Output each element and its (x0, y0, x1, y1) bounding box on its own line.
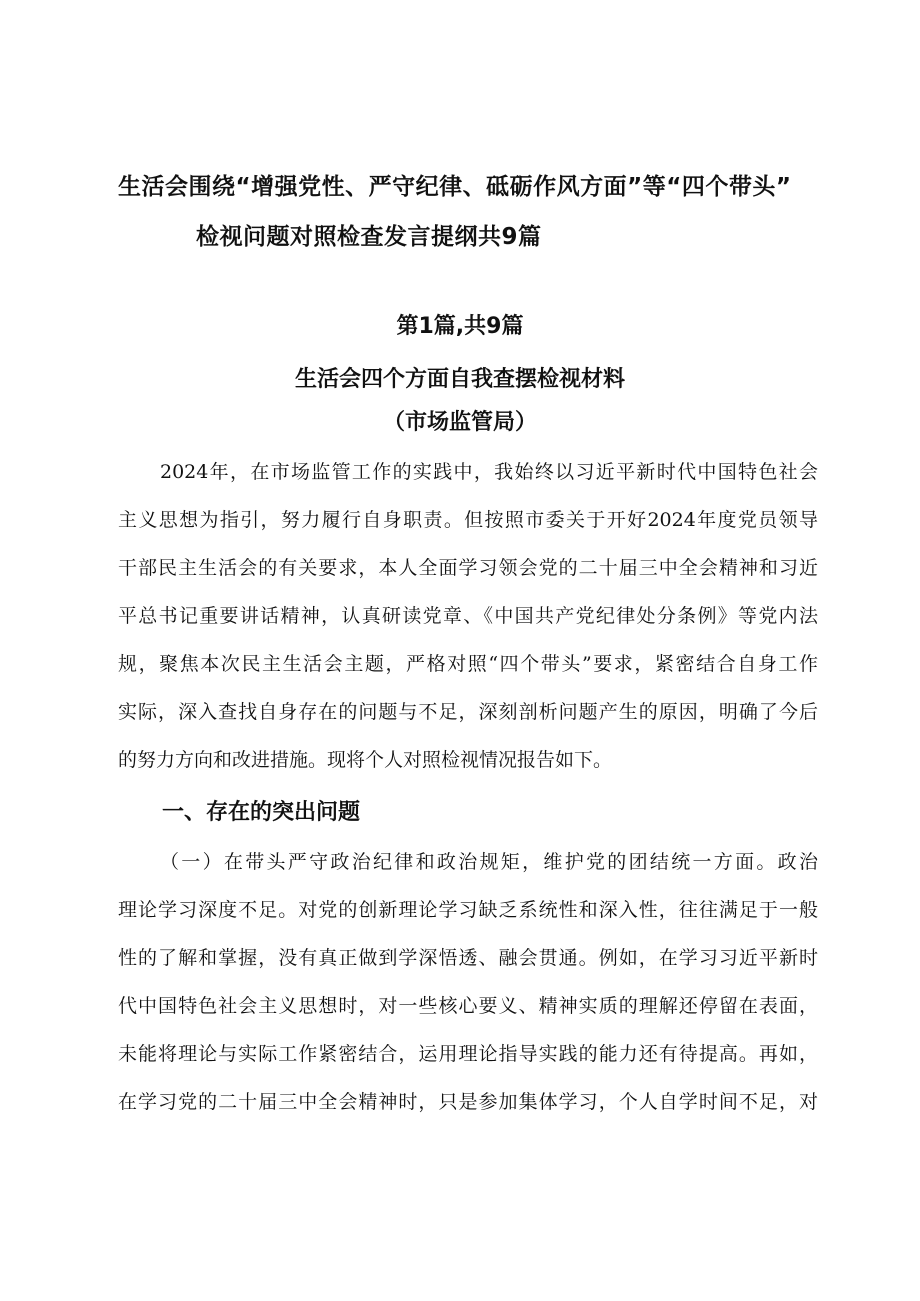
document-title-line-2: 检视问题对照检查发言提纲共9篇 (196, 224, 542, 250)
section-line: 未能将理论与实际工作紧密结合，运用理论指导实践的能力还有待提高。再如， (118, 1043, 818, 1065)
part-label: 第1篇,共9篇 (396, 314, 524, 339)
section-line: 在学习党的二十届三中全会精神时，只是参加集体学习，个人自学时间不足，对 (118, 1091, 818, 1113)
intro-line: 的努力方向和改进措施。现将个人对照检视情况报告如下。 (118, 749, 613, 771)
section-line: 性的了解和掌握，没有真正做到学深悟透、融会贯通。例如，在学习习近平新时 (118, 947, 818, 969)
intro-line: 主义思想为指引，努力履行自身职责。但按照市委关于开好2024年度党员领导 (118, 509, 818, 531)
intro-line: 2024年，在市场监管工作的实践中，我始终以习近平新时代中国特色社会 (160, 461, 818, 483)
intro-line: 平总书记重要讲话精神，认真研读党章、《中国共产党纪律处分条例》等党内法 (118, 605, 818, 627)
section-line: （一）在带头严守政治纪律和政治规矩，维护党的团结统一方面。政治 (160, 851, 818, 873)
intro-line: 干部民主生活会的有关要求，本人全面学习领会党的二十届三中全会精神和习近 (118, 557, 818, 579)
unit-label: （市场监管局） (382, 410, 537, 435)
intro-line: 实际，深入查找自身存在的问题与不足，深刻剖析问题产生的原因，明确了今后 (118, 701, 818, 723)
intro-line: 规，聚焦本次民主生活会主题，严格对照“四个带头”要求，紧密结合自身工作 (118, 653, 818, 675)
section-heading: 一、存在的突出问题 (162, 800, 361, 825)
section-line: 代中国特色社会主义思想时，对一些核心要义、精神实质的理解还停留在表面， (118, 995, 818, 1017)
subtitle: 生活会四个方面自我查摆检视材料 (294, 367, 625, 392)
section-line: 理论学习深度不足。对党的创新理论学习缺乏系统性和深入性，往往满足于一般 (118, 899, 818, 921)
document-title-line-1: 生活会围绕“增强党性、严守纪律、砥砺作风方面”等“四个带头” (118, 174, 792, 200)
